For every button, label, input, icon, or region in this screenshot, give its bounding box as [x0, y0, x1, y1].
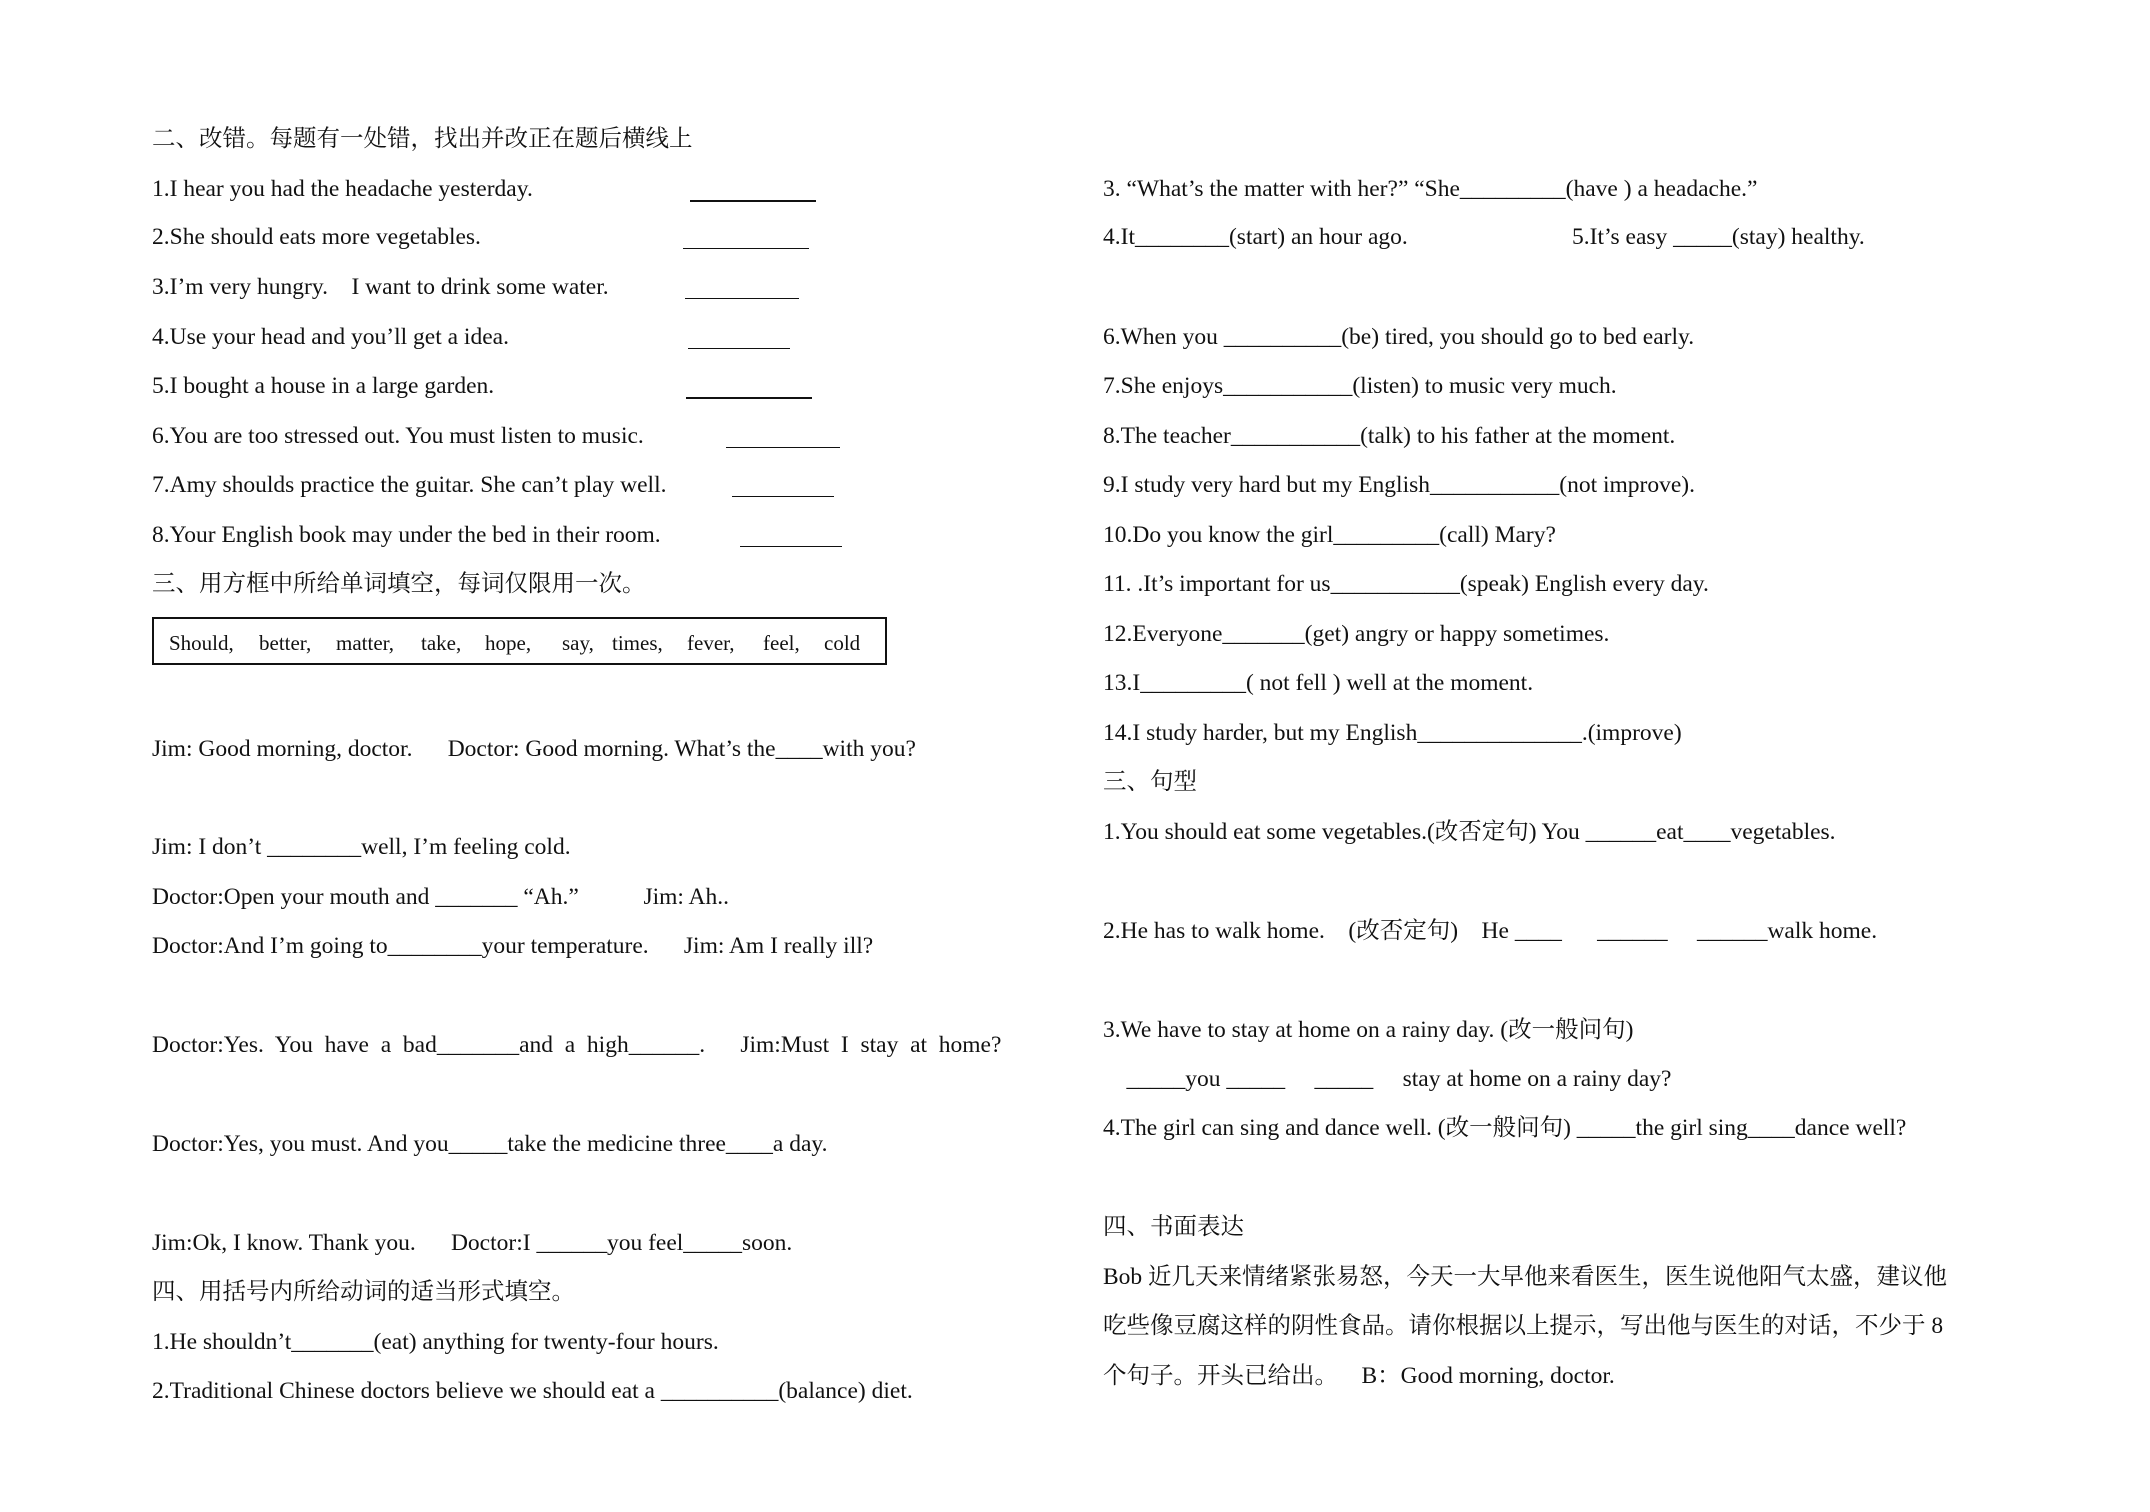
word-box-item: hope,	[485, 631, 532, 655]
answer-line-5[interactable]	[686, 375, 812, 399]
writing-prompt-line-2: 吃些像豆腐这样的阴性食品。请你根据以上提示，写出他与医生的对话，不少于 8	[1103, 1313, 1944, 1339]
section-heading-writing: 四、书面表达	[1103, 1214, 1244, 1240]
verb-item-7: 7.She enjoys___________(listen) to music very much.	[1103, 373, 1617, 399]
error-item-8: 8.Your English book may under the bed in their room.	[152, 522, 661, 548]
section-heading-error-correction: 二、改错。每题有一处错，找出并改正在题后横线上	[152, 126, 693, 152]
error-item-6: 6.You are too stressed out. You must listen to music.	[152, 423, 644, 449]
sentence-item-4: 4.The girl can sing and dance well. (改一般问句) _____the girl sing____dance well?	[1103, 1115, 1907, 1141]
error-item-3: 3.I’m very hungry. I want to drink some water.	[152, 274, 609, 300]
error-item-5: 5.I bought a house in a large garden.	[152, 373, 495, 399]
word-box-item: matter,	[336, 631, 395, 655]
word-box-item: cold	[824, 631, 861, 655]
verb-item-4: 4.It________(start) an hour ago.	[1103, 224, 1408, 250]
dialogue-line-3: Doctor:Open your mouth and _______ “Ah.” Jim: Ah..	[152, 884, 729, 910]
sentence-item-3-answer: _____you _____ _____ stay at home on a rainy day?	[1103, 1066, 1672, 1092]
verb-item-2: 2.Traditional Chinese doctors believe we should eat a __________(balance) diet.	[152, 1378, 913, 1404]
verb-item-12: 12.Everyone_______(get) angry or happy sometimes.	[1103, 621, 1610, 647]
answer-line-1[interactable]	[690, 178, 816, 202]
verb-item-10: 10.Do you know the girl_________(call) Mary?	[1103, 522, 1556, 548]
sentence-item-1: 1.You should eat some vegetables.(改否定句) You ______eat____vegetables.	[1103, 819, 1836, 845]
answer-line-7[interactable]	[732, 474, 834, 497]
word-box-item: Should,	[169, 631, 234, 655]
word-box-item: feel,	[763, 631, 800, 655]
word-box	[152, 617, 887, 665]
section-heading-verb-forms: 四、用括号内所给动词的适当形式填空。	[152, 1279, 575, 1305]
word-box-item: say,	[562, 631, 594, 655]
verb-item-8: 8.The teacher___________(talk) to his father at the moment.	[1103, 423, 1676, 449]
answer-line-8[interactable]	[740, 524, 842, 547]
writing-prompt-line-3: 个句子。开头已给出。 B：Good morning, doctor.	[1103, 1363, 1615, 1389]
error-item-4: 4.Use your head and you’ll get a idea.	[152, 324, 509, 350]
word-box-item: times,	[612, 631, 663, 655]
word-box-item: fever,	[687, 631, 735, 655]
section-heading-word-fill: 三、用方框中所给单词填空，每词仅限用一次。	[152, 571, 646, 597]
answer-line-6[interactable]	[726, 425, 840, 448]
dialogue-line-7: Jim:Ok, I know. Thank you. Doctor:I ______you feel_____soon.	[152, 1230, 793, 1256]
word-box-item: better,	[259, 631, 312, 655]
dialogue-line-1: Jim: Good morning, doctor. Doctor: Good morning. What’s the____with you?	[152, 736, 916, 762]
error-item-1: 1.I hear you had the headache yesterday.	[152, 176, 533, 202]
verb-item-11: 11. .It’s important for us___________(speak) English every day.	[1103, 571, 1709, 597]
verb-item-1: 1.He shouldn’t_______(eat) anything for twenty-four hours.	[152, 1329, 719, 1355]
answer-line-4[interactable]	[688, 326, 790, 349]
verb-item-6: 6.When you __________(be) tired, you should go to bed early.	[1103, 324, 1695, 350]
dialogue-line-5: Doctor:Yes. You have a bad_______and a high______. Jim:Must I stay at home?	[152, 1032, 1002, 1058]
answer-line-2[interactable]	[683, 226, 809, 249]
verb-item-9: 9.I study very hard but my English___________(not improve).	[1103, 472, 1695, 498]
writing-prompt-line-1: Bob 近几天来情绪紧张易怒，今天一大早他来看医生，医生说他阳气太盛，建议他	[1103, 1264, 1948, 1290]
word-box-item: take,	[421, 631, 462, 655]
dialogue-line-4: Doctor:And I’m going to________your temperature. Jim: Am I really ill?	[152, 933, 874, 959]
answer-line-3[interactable]	[685, 276, 799, 299]
section-heading-sentence-patterns: 三、句型	[1103, 769, 1197, 795]
verb-item-5: 5.It’s easy _____(stay) healthy.	[1572, 224, 1865, 250]
sentence-item-3: 3.We have to stay at home on a rainy day. (改一般问句)	[1103, 1017, 1634, 1043]
verb-item-14: 14.I study harder, but my English______________.(improve)	[1103, 720, 1682, 746]
verb-item-13: 13.I_________( not fell ) well at the moment.	[1103, 670, 1534, 696]
error-item-2: 2.She should eats more vegetables.	[152, 224, 481, 250]
dialogue-line-6: Doctor:Yes, you must. And you_____take the medicine three____a day.	[152, 1131, 828, 1157]
sentence-item-2: 2.He has to walk home. (改否定句) He ____ ______ ______walk home.	[1103, 918, 1878, 944]
dialogue-line-2: Jim: I don’t ________well, I’m feeling cold.	[152, 834, 571, 860]
error-item-7: 7.Amy shoulds practice the guitar. She can’t play well.	[152, 472, 667, 498]
verb-item-3: 3. “What’s the matter with her?” “She_________(have ) a headache.”	[1103, 176, 1758, 202]
